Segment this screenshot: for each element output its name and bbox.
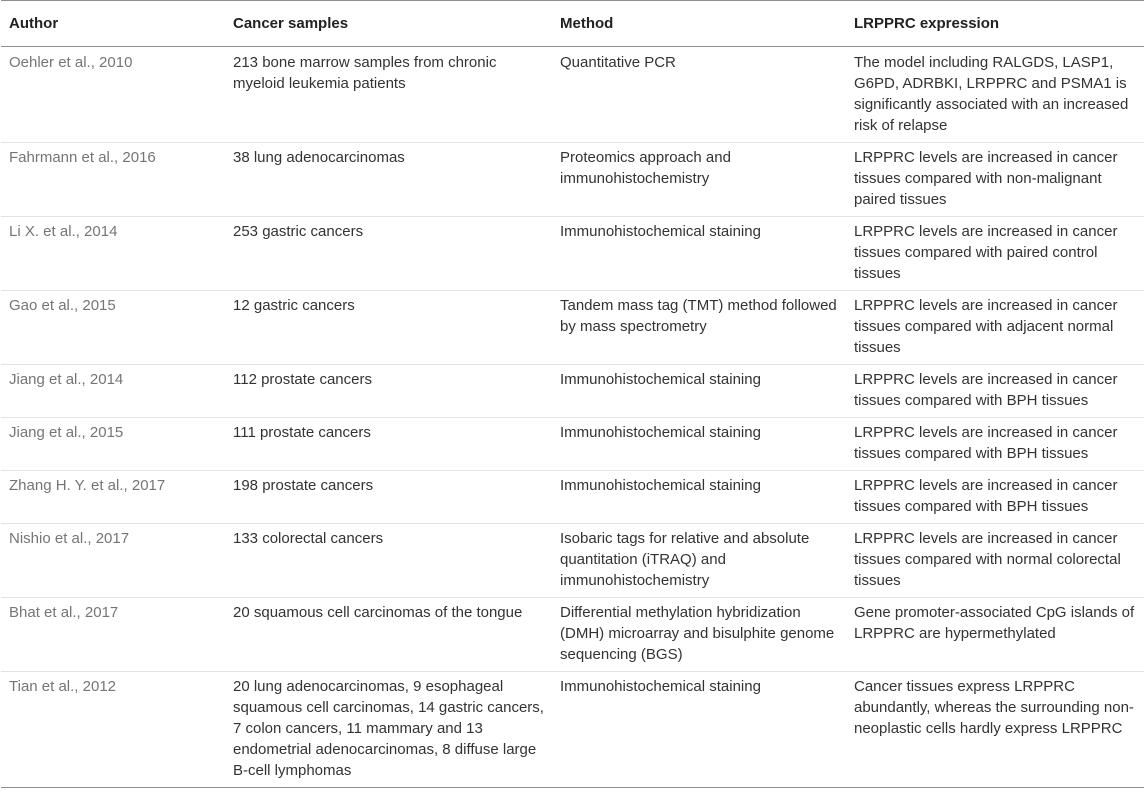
table-row (1, 598, 1144, 672)
cell-author: Jiang et al., 2014 (9, 371, 124, 388)
cell-lrpprc-expression: Gene promoter-associated CpG islands of LRPPRC are hypermethylated (854, 604, 1135, 642)
table-row (1, 524, 1144, 598)
cell-cancer-samples: 133 colorectal cancers (233, 530, 384, 547)
cell-lrpprc-expression: LRPPRC levels are increased in cancer tissues compared with normal colorectal tissues (854, 530, 1121, 589)
cell-author: Nishio et al., 2017 (9, 530, 130, 547)
cell-author: Bhat et al., 2017 (9, 604, 119, 621)
cell-cancer-samples: 20 lung adenocarcinomas, 9 esophageal squamous cell carcinomas, 14 gastric cancers, 7 colon cancers, 11 mammary and 13 endometrial adenocarcinomas, 8 diffuse large B-cell lymphomas (233, 678, 544, 779)
cell-author: Li X. et al., 2014 (9, 223, 118, 240)
table-body (1, 47, 1144, 788)
cell-cancer-samples: 12 gastric cancers (233, 297, 355, 314)
lrpprc-studies-table (1, 0, 1144, 788)
cell-cancer-samples: 112 prostate cancers (233, 371, 372, 388)
table-row (1, 47, 1144, 143)
cell-method: Isobaric tags for relative and absolute quantitation (iTRAQ) and immunohistochemistry (560, 530, 810, 589)
table-row (1, 365, 1144, 418)
header-row (1, 1, 1144, 47)
cell-lrpprc-expression: Cancer tissues express LRPPRC abundantly, whereas the surrounding non-neoplastic cells hardly express LRPPRC (854, 678, 1134, 737)
cell-author: Gao et al., 2015 (9, 297, 116, 314)
cell-method: Immunohistochemical staining (560, 223, 761, 240)
cell-cancer-samples: 111 prostate cancers (233, 424, 371, 441)
header-method: Method (560, 15, 614, 32)
cell-cancer-samples: 20 squamous cell carcinomas of the tongue (233, 604, 523, 621)
cell-method: Immunohistochemical staining (560, 678, 761, 695)
cell-method: Differential methylation hybridization (DMH) microarray and bisulphite genome sequencing (BGS) (560, 604, 835, 663)
table-header (1, 1, 1144, 47)
cell-author: Fahrmann et al., 2016 (9, 149, 156, 166)
cell-author: Oehler et al., 2010 (9, 54, 133, 71)
table-row (1, 143, 1144, 217)
cell-method: Quantitative PCR (560, 54, 676, 71)
cell-cancer-samples: 198 prostate cancers (233, 477, 374, 494)
table-row (1, 291, 1144, 365)
cell-cancer-samples: 253 gastric cancers (233, 223, 364, 240)
cell-author: Jiang et al., 2015 (9, 424, 124, 441)
table-row (1, 217, 1144, 291)
cell-method: Immunohistochemical staining (560, 477, 761, 494)
table-row (1, 672, 1144, 788)
cell-lrpprc-expression: The model including RALGDS, LASP1, G6PD, ADRBKI, LRPPRC and PSMA1 is significantly associated with an increased risk of relapse (854, 54, 1129, 134)
header-lrpprc-expression: LRPPRC expression (854, 15, 1000, 32)
cell-author: Tian et al., 2012 (9, 678, 117, 695)
cell-method: Immunohistochemical staining (560, 424, 761, 441)
cell-author: Zhang H. Y. et al., 2017 (9, 477, 166, 494)
table-row (1, 418, 1144, 471)
cell-lrpprc-expression: LRPPRC levels are increased in cancer tissues compared with BPH tissues (854, 477, 1118, 515)
cell-method: Immunohistochemical staining (560, 371, 761, 388)
cell-lrpprc-expression: LRPPRC levels are increased in cancer tissues compared with paired control tissues (854, 223, 1118, 282)
cell-lrpprc-expression: LRPPRC levels are increased in cancer tissues compared with non-malignant paired tissues (854, 149, 1118, 208)
cell-cancer-samples: 38 lung adenocarcinomas (233, 149, 405, 166)
cell-lrpprc-expression: LRPPRC levels are increased in cancer tissues compared with BPH tissues (854, 424, 1118, 462)
cell-lrpprc-expression: LRPPRC levels are increased in cancer tissues compared with adjacent normal tissues (854, 297, 1118, 356)
cell-method: Tandem mass tag (TMT) method followed by mass spectrometry (560, 297, 837, 335)
cell-cancer-samples: 213 bone marrow samples from chronic myeloid leukemia patients (233, 54, 497, 92)
cell-method: Proteomics approach and immunohistochemistry (560, 149, 731, 187)
cell-lrpprc-expression: LRPPRC levels are increased in cancer tissues compared with BPH tissues (854, 371, 1118, 409)
table-row (1, 471, 1144, 524)
header-author: Author (9, 15, 59, 32)
header-cancer-samples: Cancer samples (233, 15, 349, 32)
